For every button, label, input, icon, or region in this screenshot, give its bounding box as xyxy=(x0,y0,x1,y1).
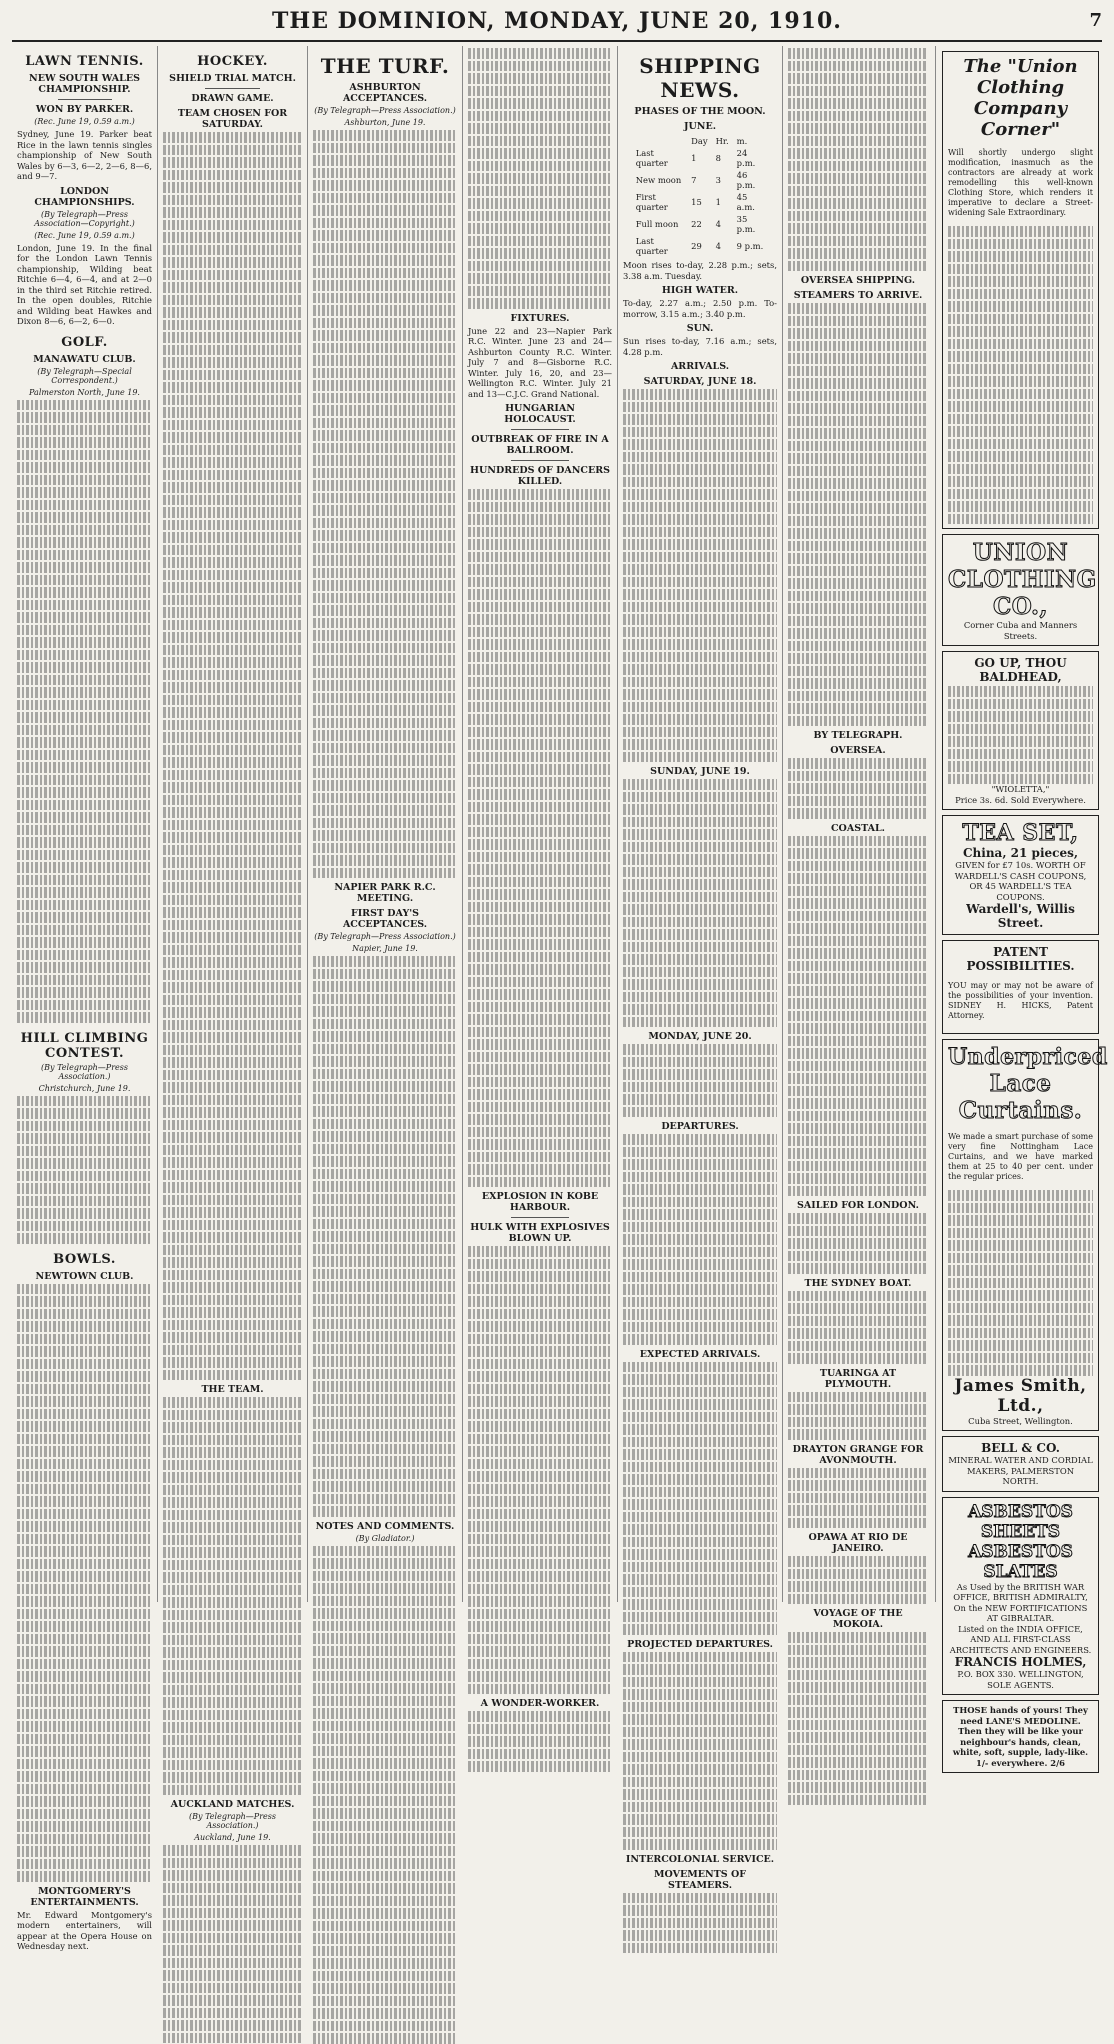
column-5 xyxy=(618,46,783,1891)
ad4-body: GIVEN for £7 10s. WORTH OF WARDELL'S CASH COUPONS, OR 45 WARDELL'S TEA COUPONS. xyxy=(954,860,1087,902)
expected-arrivals-heading: EXPECTED ARRIVALS. xyxy=(639,1348,761,1360)
ad6-price-list xyxy=(948,1190,1093,1376)
monday-arrivals-body xyxy=(623,1044,777,1117)
tuaringa-heading: TUARINGA AT PLYMOUTH. xyxy=(819,1367,897,1390)
won-article-text: Sydney, June 19. Parker beat Rice in the lawn tennis singles championship of New South Wales by 6—3, 6—2, 2—6, 8—6, and 9—7. xyxy=(17,129,152,181)
drawn-game-heading: DRAWN GAME. xyxy=(191,93,274,104)
sunday-arrivals-body xyxy=(623,779,777,1027)
opawa-heading: OPAWA AT RIO DE JANEIRO. xyxy=(808,1532,908,1554)
auckland-dateline: Auckland, June 19. xyxy=(194,1833,271,1842)
ad8-body: As Used by the BRITISH WAR OFFICE, BRITISH ADMIRALTY, On the NEW FORTIFICATIONS AT GIBRALTAR. xyxy=(953,1581,1088,1623)
manawatu-byline: (By Telegraph—Special Correspondent.) xyxy=(37,366,132,385)
auckland-byline: (By Telegraph—Press Association.) xyxy=(189,1812,276,1830)
ad6-brand: James Smith, Ltd., xyxy=(954,1375,1087,1416)
saturday-heading: SATURDAY, JUNE 18. xyxy=(643,376,757,387)
ad4-brand: Wardell's, Willis Street. xyxy=(966,902,1075,930)
ad-union-clothing-co xyxy=(942,534,1099,646)
ad8-agent: FRANCIS HOLMES, xyxy=(954,1655,1087,1669)
hockey-article-body xyxy=(163,132,302,1380)
ad-patent-possibilities xyxy=(942,940,1099,1034)
ad3-price: Price 3s. 6d. Sold Everywhere. xyxy=(955,794,1086,805)
ad-lace-curtains xyxy=(942,1039,1108,1431)
moon-rises-text: Moon rises to-day, 2.28 p.m.; sets, 3.38 a.m. Tuesday. xyxy=(623,260,777,281)
hundreds-heading: HUNDREDS OF DANCERS KILLED. xyxy=(470,465,610,487)
first-day-heading: FIRST DAY'S ACCEPTANCES. xyxy=(342,908,428,930)
ad1-title: The "Union Clothing Company Corner" xyxy=(963,56,1078,140)
high-water-text: To-day, 2.27 a.m.; 2.50 p.m. To-morrow, 3.15 a.m.; 3.40 p.m. xyxy=(623,298,777,319)
column-1 xyxy=(12,46,158,1951)
london-article-text: London, June 19. In the final for the London Lawn Tennis championship, Wilding beat Ritchie 6—4, 6—4, and at 2—0 in the third set Ritchie retired. In the open doubles, Ritchie and Wilding beat Hawkes and Dixon 8—6, 6—2, 6—0. xyxy=(17,242,152,326)
column-3 xyxy=(308,46,463,1602)
saturday-arrivals-body xyxy=(623,389,777,762)
ad4-subtitle: China, 21 pieces, xyxy=(962,846,1079,860)
newtown-club-heading: NEWTOWN CLUB. xyxy=(35,1270,134,1282)
high-water-heading: HIGH WATER. xyxy=(661,285,739,296)
arrivals-heading: ARRIVALS. xyxy=(670,361,730,372)
ad-tea-set xyxy=(942,815,1099,935)
ashburton-article-body xyxy=(313,130,457,878)
hill-article-body xyxy=(17,1096,152,1244)
opawa-body xyxy=(788,1556,928,1604)
sydney-boat-body xyxy=(788,1291,928,1364)
ad4-title: TEA SET, xyxy=(962,820,1079,846)
hungarian-article-body xyxy=(468,489,612,1187)
napier-byline: (By Telegraph—Press Association.) xyxy=(314,932,456,941)
tuaringa-body xyxy=(788,1392,928,1440)
steamers-arrive-body xyxy=(788,303,928,726)
ad8-title-2: ASBESTOS SLATES xyxy=(968,1541,1073,1582)
moon-table xyxy=(631,134,770,258)
bowls-heading: BOWLS. xyxy=(53,1251,116,1267)
outbreak-heading: OUTBREAK OF FIRE IN A BALLROOM. xyxy=(471,434,609,456)
ad9-body: THOSE hands of yours! They need LANE'S MEDOLINE. Then they will be like your neighbour's hands, clean, white, soft, supple, lady-like. 1/- everywhere. 2/6 xyxy=(952,1705,1089,1768)
phases-heading: PHASES OF THE MOON. xyxy=(634,106,766,117)
by-telegraph-heading: BY TELEGRAPH. xyxy=(813,730,903,741)
ad6-body: We made a smart purchase of some very fine Nottingham Lace Curtains, and we have marked them at 25 to 40 per cent. under the regular prices. xyxy=(948,1132,1093,1181)
ad5-body: YOU may or may not be aware of the possibilities of your invention. SIDNEY H. HICKS, Patent Attorney. xyxy=(948,981,1093,1020)
notes-comments-heading: NOTES AND COMMENTS. xyxy=(315,1520,455,1532)
montgomery-text: Mr. Edward Montgomery's modern entertainers, will appear at the Opera House on Wednesday next. xyxy=(17,1909,152,1951)
fixtures-text: June 22 and 23—Napier Park R.C. Winter. June 23 and 24—Ashburton County R.C. Winter. July 7 and 8—Gisborne R.C. Winter. July 16, 20, and 23—Wellington R.C. Winter. July 21 and 13—C.J.C. Grand National. xyxy=(468,325,612,399)
projected-departures-body xyxy=(623,1652,777,1850)
notes-byline: (By Gladiator.) xyxy=(355,1533,415,1543)
napier-meeting-heading: NAPIER PARK R.C. MEETING. xyxy=(334,882,436,904)
the-team-heading: THE TEAM. xyxy=(201,1384,264,1395)
hill-dateline: Christchurch, June 19. xyxy=(38,1083,131,1093)
departures-body xyxy=(623,1134,777,1345)
voyage-body xyxy=(788,1632,928,1805)
wonder-article-body xyxy=(468,1711,612,1772)
drayton-heading: DRAYTON GRANGE FOR AVONMOUTH. xyxy=(792,1443,924,1466)
ad-medoline xyxy=(942,1700,1099,1773)
ad1-body-continued xyxy=(948,226,1093,524)
ad8-body-2: Listed on the INDIA OFFICE, AND ALL FIRST-CLASS ARCHITECTS AND ENGINEERS. xyxy=(949,1623,1092,1655)
oversea-heading: OVERSEA. xyxy=(830,745,886,756)
voyage-heading: VOYAGE OF THE MOKOIA. xyxy=(813,1608,903,1630)
table-row: Last quarter 1 8 24 p.m. xyxy=(635,148,756,168)
ad-bell-co xyxy=(942,1436,1099,1492)
hulk-heading: HULK WITH EXPLOSIVES BLOWN UP. xyxy=(470,1222,610,1244)
napier-article-body xyxy=(313,956,457,1517)
notes-article-body xyxy=(313,1546,457,2044)
ashburton-byline: (By Telegraph—Press Association.) xyxy=(314,106,456,115)
expected-arrivals-body xyxy=(623,1362,777,1635)
manawatu-club-heading: MANAWATU CLUB. xyxy=(33,353,136,365)
ad6-street: Cuba Street, Wellington. xyxy=(968,1415,1073,1426)
drayton-body xyxy=(788,1468,928,1529)
team-chosen-heading: TEAM CHOSEN FOR SATURDAY. xyxy=(177,108,288,130)
ad2-title: UNION CLOTHING CO., xyxy=(948,539,1097,620)
departures-heading: DEPARTURES. xyxy=(661,1121,739,1132)
montgomery-heading: MONTGOMERY'S ENTERTAINMENTS. xyxy=(30,1885,139,1908)
column-6 xyxy=(783,46,933,1630)
newspaper-title: THE DOMINION, MONDAY, JUNE 20, 1910. xyxy=(272,8,842,34)
intercolonial-heading: INTERCOLONIAL SERVICE. xyxy=(625,1853,775,1865)
ad-baldhead xyxy=(942,651,1099,810)
ad8-box: P.O. BOX 330. WELLINGTON, SOLE AGENTS. xyxy=(957,1669,1084,1690)
hill-climbing-heading: HILL CLIMBING CONTEST. xyxy=(20,1030,149,1061)
page-number: 7 xyxy=(1089,10,1102,31)
moon-header-row: Day Hr. m. xyxy=(691,136,748,146)
table-row: Last quarter 29 4 9 p.m. xyxy=(635,236,764,256)
coastal-heading: COASTAL. xyxy=(831,822,885,834)
shipping-heading: SHIPPING NEWS. xyxy=(639,54,761,102)
sailed-london-heading: SAILED FOR LONDON. xyxy=(797,1200,919,1211)
table-row: First quarter 15 1 45 a.m. xyxy=(635,192,755,212)
june-heading: JUNE. xyxy=(683,121,716,132)
ashburton-heading: ASHBURTON ACCEPTANCES. xyxy=(342,82,428,104)
sunday-heading: SUNDAY, JUNE 19. xyxy=(650,766,750,777)
ad7-brand: BELL & CO. xyxy=(981,1441,1060,1455)
projected-departures-heading: PROJECTED DEPARTURES. xyxy=(627,1638,773,1650)
golf-heading: GOLF. xyxy=(61,334,108,350)
ad7-subtitle: MINERAL WATER AND CORDIAL MAKERS, PALMERSTON NORTH. xyxy=(948,1455,1093,1486)
sun-text: Sun rises to-day, 7.16 a.m.; sets, 4.28 p.m. xyxy=(623,336,777,357)
ad3-title: GO UP, THOU BALDHEAD, xyxy=(974,656,1067,684)
kobe-heading: EXPLOSION IN KOBE HARBOUR. xyxy=(481,1191,599,1213)
ad3-body xyxy=(948,686,1093,784)
monday-heading: MONDAY, JUNE 20. xyxy=(648,1031,752,1042)
sun-heading: SUN. xyxy=(686,323,714,334)
steamers-arrive-heading: STEAMERS TO ARRIVE. xyxy=(793,290,923,301)
ad2-subtitle: Corner Cuba and Manners Streets. xyxy=(963,620,1078,641)
won-dateline: (Rec. June 19, 0.59 a.m.) xyxy=(34,117,135,126)
ad-union-clothing-corner xyxy=(942,51,1099,529)
hill-byline: (By Telegraph—Press Association.) xyxy=(41,1062,128,1081)
shipping-continued-body xyxy=(788,48,928,271)
turf-heading: THE TURF. xyxy=(320,54,450,78)
masthead xyxy=(12,6,1102,42)
manawatu-article-body xyxy=(17,400,152,1023)
newtown-article-body xyxy=(17,1284,152,1882)
manawatu-dateline: Palmerston North, June 19. xyxy=(29,387,140,397)
napier-dateline: Napier, June 19. xyxy=(352,944,418,953)
auckland-article-body xyxy=(163,1845,302,2043)
hockey-heading: HOCKEY. xyxy=(197,54,268,69)
london-championships-heading: LONDON CHAMPIONSHIPS. xyxy=(34,185,135,208)
column-2 xyxy=(158,46,308,1842)
advertisements-column xyxy=(935,46,1108,1768)
ad1-body: Will shortly undergo slight modification, inasmuch as the contractors are already at work remodelling this well-known Clothing Store, which renders it imperative to declare a Street-widening Sale Extraordinary. xyxy=(948,148,1093,217)
sydney-boat-heading: THE SYDNEY BOAT. xyxy=(804,1277,912,1289)
oversea-shipping-heading: OVERSEA SHIPPING. xyxy=(800,275,916,286)
turf-continued-body xyxy=(468,48,612,309)
ad6-title: Underpriced xyxy=(948,1044,1108,1070)
london-byline: (By Telegraph—Press Association—Copyright.) xyxy=(34,209,135,228)
ad-asbestos xyxy=(942,1497,1099,1696)
ad5-title: PATENT POSSIBILITIES. xyxy=(966,945,1075,973)
auckland-matches-heading: AUCKLAND MATCHES. xyxy=(170,1799,295,1810)
ad3-product: "WIOLETTA," xyxy=(991,784,1050,794)
table-row: New moon 7 3 46 p.m. xyxy=(635,170,756,190)
ashburton-dateline: Ashburton, June 19. xyxy=(344,118,426,127)
ad8-title-1: ASBESTOS SHEETS xyxy=(968,1501,1073,1542)
coastal-body xyxy=(788,836,928,1197)
london-dateline: (Rec. June 19, 0.59 a.m.) xyxy=(34,230,135,240)
team-article-body xyxy=(163,1397,302,1795)
hungarian-heading: HUNGARIAN HOLOCAUST. xyxy=(504,403,576,425)
kobe-article-body xyxy=(468,1246,612,1694)
sailed-london-body xyxy=(788,1213,928,1274)
wonder-worker-heading: A WONDER-WORKER. xyxy=(480,1698,600,1709)
lawn-tennis-heading: LAWN TENNIS. xyxy=(25,54,144,69)
movements-heading: MOVEMENTS OF STEAMERS. xyxy=(654,1868,746,1891)
shield-trial-heading: SHIELD TRIAL MATCH. xyxy=(169,73,296,84)
oversea-body xyxy=(788,758,928,819)
column-4 xyxy=(463,46,618,1709)
won-by-parker-heading: WON BY PARKER. xyxy=(35,104,134,115)
nsw-championship-heading: NEW SOUTH WALES CHAMPIONSHIP. xyxy=(29,73,140,95)
table-row: Full moon 22 4 35 p.m. xyxy=(635,214,756,234)
ad6-subtitle: Lace Curtains. xyxy=(958,1070,1083,1124)
movements-body xyxy=(623,1893,777,1954)
fixtures-heading: FIXTURES. xyxy=(510,312,570,324)
